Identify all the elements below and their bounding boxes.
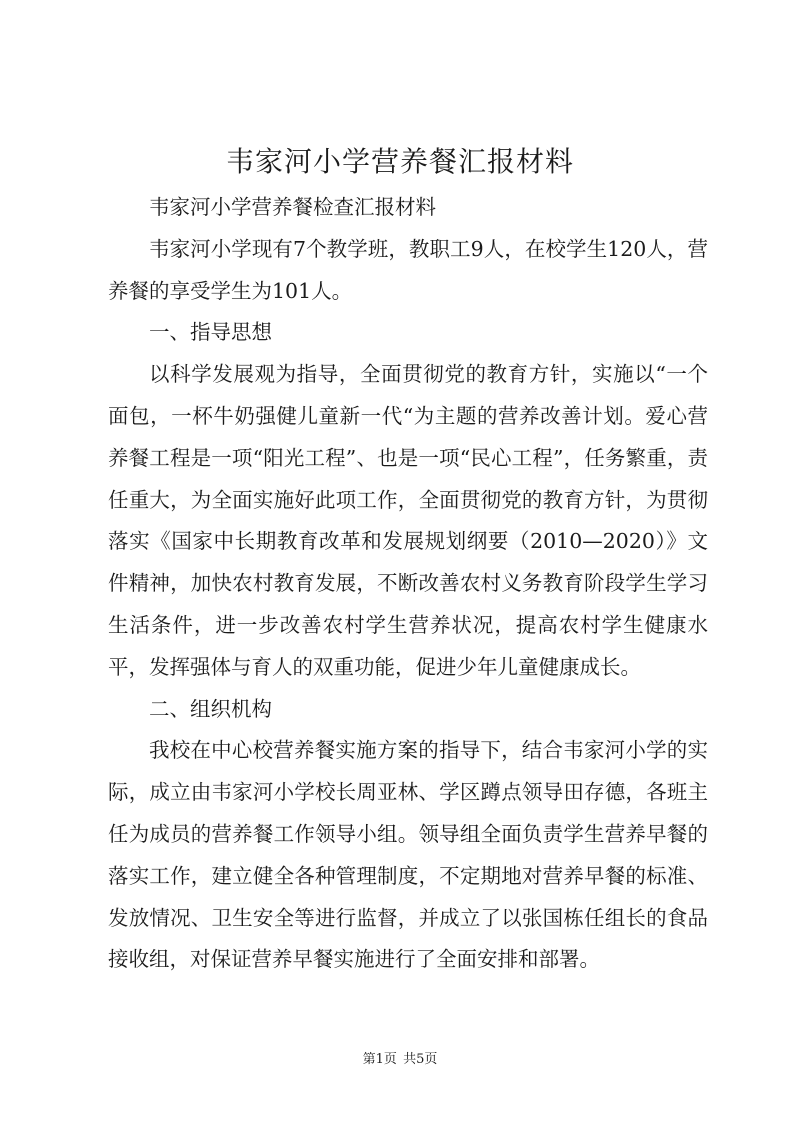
guiding-ideology-paragraph: 以科学发展观为指导，全面贯彻党的教育方针，实施以“一个面包，一杯牛奶强健儿童新一代“为主题的营养改善计划。爱心营养餐工程是一项“阳光工程”、也是一项“民心工程”，任务繁重，责任重大，为全面实施好此项工作，全面贯彻党的教育方针，为贯彻落实《国家中长期教育改革和发展规划纲要（2010—2020）》文件精神，加快农村教育发展，不断改善农村义务教育阶段学生学习生活条件，进一步改善农村学生营养状况，提高农村学生健康水平，发挥强体与育人的双重功能，促进少年儿童健康成长。 [108, 362, 708, 679]
document-title: 韦家河小学营养餐汇报材料 [225, 145, 574, 178]
page-number: 第1页 [362, 1052, 397, 1067]
organization-paragraph: 我校在中心校营养餐实施方案的指导下，结合韦家河小学的实际，成立由韦家河小学校长周亚林、学区蹲点领导田存德，各班主任为成员的营养餐工作领导小组。领导组全面负责学生营养早餐的落实工作，建立健全各种管理制度，不定期地对营养早餐的标准、发放情况、卫生安全等进行监督，并成立了以张国栋任组长的食品接收组，对保证营养早餐实施进行了全面安排和部署。 [108, 738, 708, 972]
document-body [108, 187, 708, 981]
section-heading-organization: 二、组织机构 [149, 696, 272, 721]
subtitle-paragraph: 韦家河小学营养餐检查汇报材料 [149, 195, 436, 219]
intro-paragraph: 韦家河小学现有7个教学班，教职工9人，在校学生120人，营养餐的享受学生为101人。 [108, 236, 708, 303]
page-total: 共5页 [403, 1052, 438, 1067]
page-footer [0, 1048, 800, 1067]
section-heading-guiding-ideology: 一、指导思想 [149, 320, 272, 345]
